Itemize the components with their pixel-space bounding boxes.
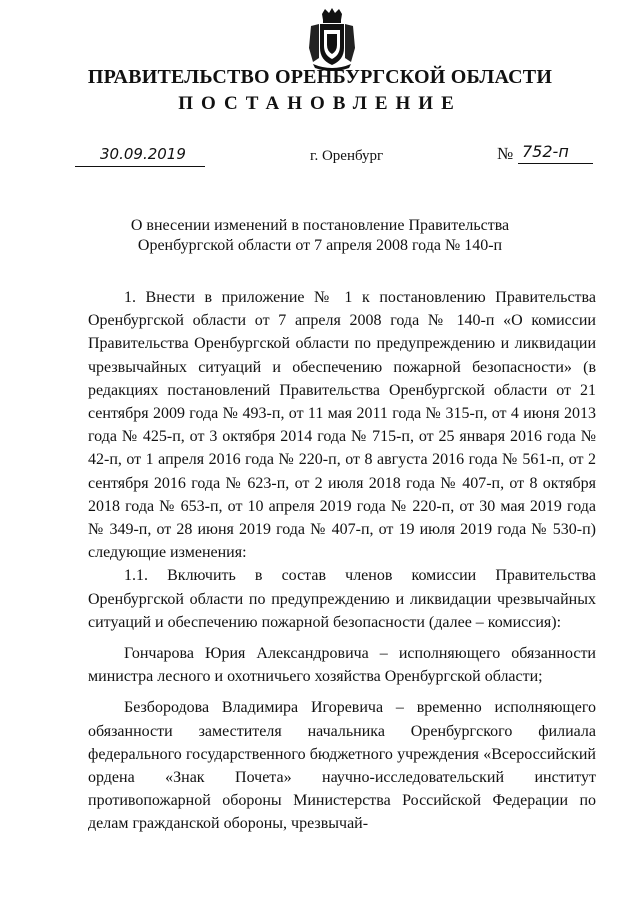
paragraph-member-bezborodov: Безбородова Владимира Игоревича – временно исполняющего обязанности заместителя начальника Оренбургского филиала федерального государственного бюджетного учреждения «Всероссийский ордена «Знак Почета» научно-исследовательский институт противопожарной обороны Министерства Российской Федерации по делам гражданской обороны, чрезвычай- bbox=[88, 699, 596, 833]
oblast-coat-of-arms-icon bbox=[305, 8, 359, 72]
document-subject bbox=[0, 216, 640, 256]
date-underline bbox=[75, 166, 205, 167]
subject-line-1: О внесении изменений в постановление Правительства bbox=[130, 217, 510, 234]
city-label: г. Оренбург bbox=[310, 148, 384, 164]
document-type-title: ПОСТАНОВЛЕНИЕ bbox=[178, 93, 462, 114]
handwritten-number: 752-п bbox=[522, 142, 569, 161]
authority-title: ПРАВИТЕЛЬСТВО ОРЕНБУРГСКОЙ ОБЛАСТИ bbox=[87, 66, 553, 88]
subject-line-2: Оренбургской области от 7 апреля 2008 года № 140-п bbox=[137, 237, 503, 254]
paragraph-member-goncharov: Гончарова Юрия Александровича – исполняющего обязанности министра лесного и охотничьего хозяйства Оренбургской области; bbox=[88, 645, 596, 686]
number-underline bbox=[518, 163, 593, 164]
document-body bbox=[88, 286, 596, 836]
paragraph-item-1-1: 1.1. Включить в состав членов комиссии Правительства Оренбургской области по предупреждению и ликвидации чрезвычайных ситуаций и обеспечению пожарной безопасности (далее – комиссия): bbox=[88, 567, 596, 631]
number-prefix: № bbox=[497, 144, 514, 163]
handwritten-date: 30.09.2019 bbox=[100, 145, 186, 163]
paragraph-item-1: 1. Внести в приложение № 1 к постановлению Правительства Оренбургской области от 7 апреля 2008 года № 140-п «О комиссии Правительства Оренбургской области по предупреждению и ликвидации чрезвычайных ситуаций и обеспечению пожарной безопасности» (в редакциях постановлений Правительства Оренбургской области от 21 сентября 2009 года № 493-п, от 11 мая 2011 года № 315-п, от 4 июня 2013 года № 425-п, от 3 октября 2014 года № 715-п, от 25 января 2016 года № 42-п, от 1 апреля 2016 года № 220-п, от 8 августа 2016 года № 561-п, от 2 сентября 2016 года № 623-п, от 2 июля 2018 года № 407-п, от 8 октября 2018 года № 653-п, от 10 апреля 2019 года № 220-п, от 30 мая 2019 года № 349-п, от 28 июня 2019 года № 407-п, от 19 июля 2019 года № 530-п) следующие изменения: bbox=[88, 289, 596, 562]
